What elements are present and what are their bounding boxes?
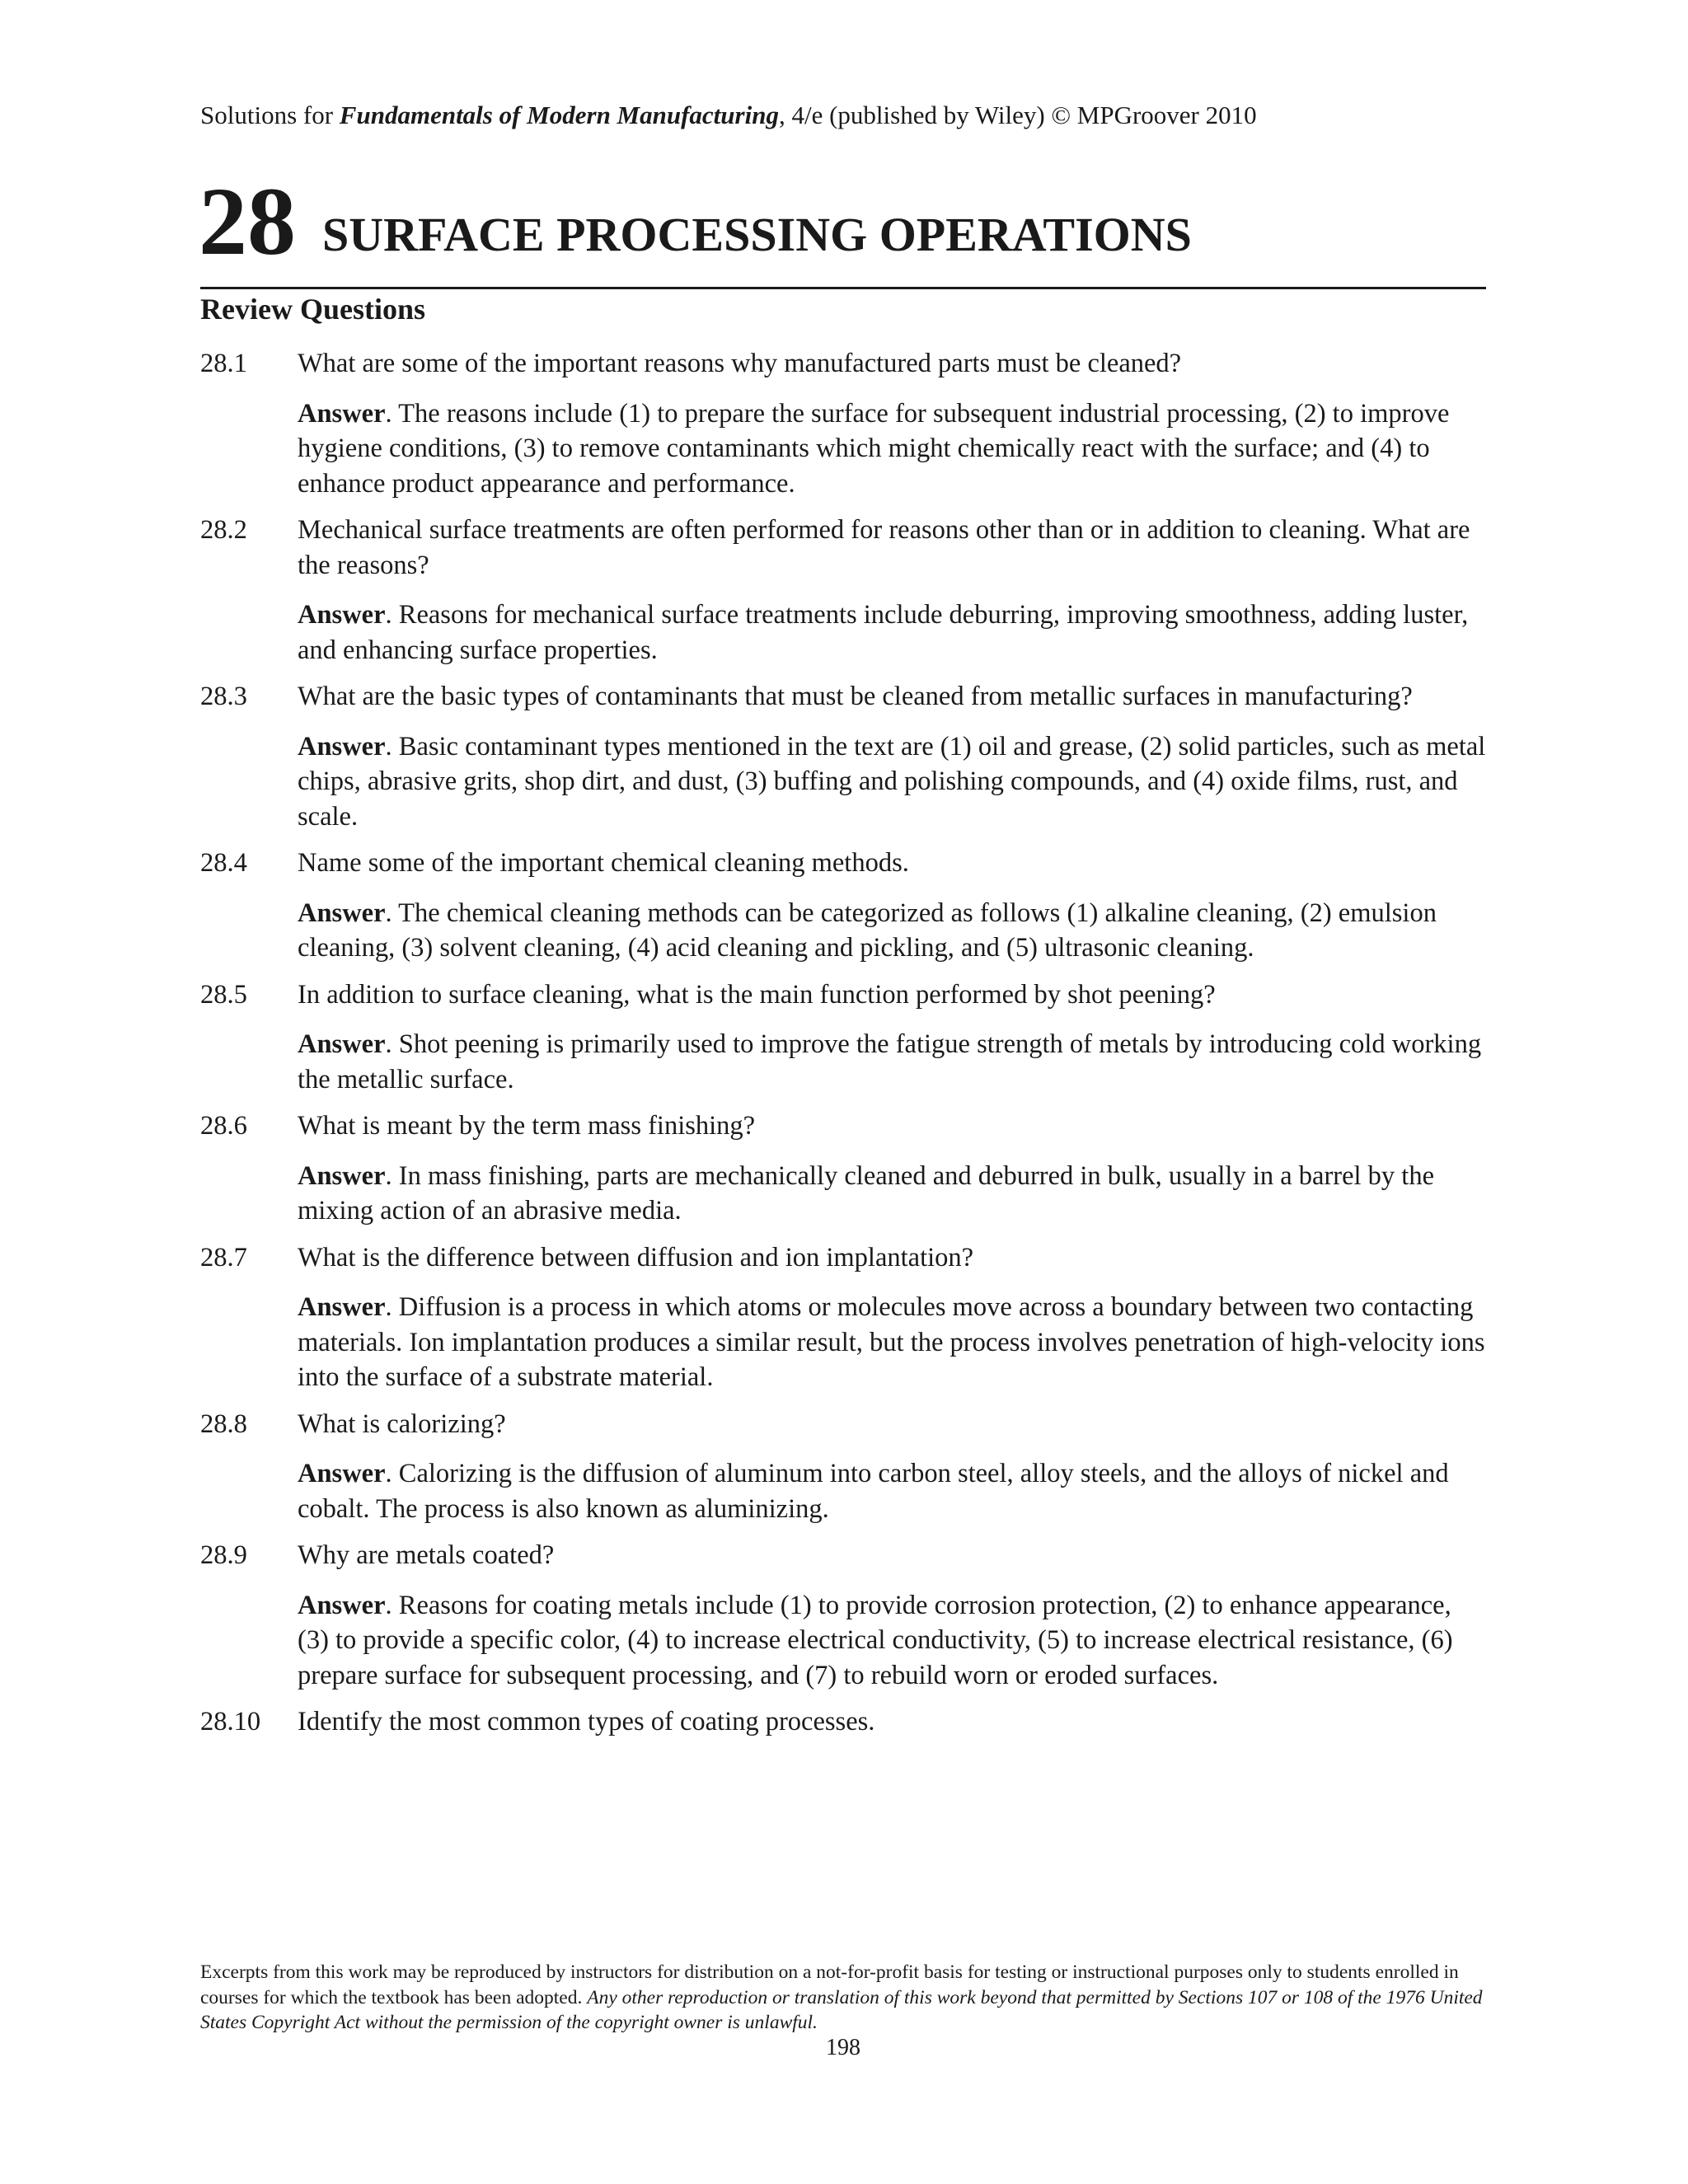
answer-text: . In mass finishing, parts are mechanically cleaned and deburred in bulk, usually in a barrel by the mixing action of an abrasive media.	[298, 1160, 1435, 1226]
answer-label: Answer	[298, 1590, 386, 1620]
section-heading: Review Questions	[200, 293, 425, 326]
book-title: Fundamentals of Modern Manufacturing	[339, 101, 779, 129]
answer-label: Answer	[298, 1160, 386, 1191]
question-number: 28.6	[200, 1111, 247, 1141]
answer-text: . The reasons include (1) to prepare the surface for subsequent industrial processing, (2) to improve hygiene conditions, (3) to remove contaminants which might chemically react with the surface; and (4) to enhance product appearance and performance.	[298, 398, 1450, 499]
answer-label: Answer	[298, 1292, 386, 1322]
copyright-footer	[200, 1960, 1486, 2036]
answer-text: . Diffusion is a process in which atoms or molecules move across a boundary between two contacting materials. Ion implantation produces a similar result, but the process involves penetration of high-velocity ions into the surface of a substrate material.	[298, 1292, 1485, 1392]
answer-text: . Reasons for mechanical surface treatments include deburring, improving smoothness, adding luster, and enhancing surface properties.	[298, 600, 1469, 665]
question-text: Identify the most common types of coating processes.	[298, 1707, 875, 1736]
question-text: What is meant by the term mass finishing?	[298, 1111, 756, 1141]
question-text: What are the basic types of contaminants that must be cleaned from metallic surfaces in manufacturing?	[298, 682, 1413, 711]
question-text: In addition to surface cleaning, what is the main function performed by shot peening?	[298, 979, 1216, 1010]
question-text: What is the difference between diffusion and ion implantation?	[298, 1242, 974, 1272]
answer-label: Answer	[298, 1029, 386, 1059]
question-number: 28.10	[200, 1707, 261, 1736]
chapter-heading	[199, 167, 1486, 289]
answer-block	[298, 896, 1486, 966]
document-page	[200, 0, 1486, 2184]
answer-text: . Basic contaminant types mentioned in the text are (1) oil and grease, (2) solid particles, such as metal chips, abrasive grits, shop dirt, and dust, (3) buffing and polishing compounds, and (4) oxide films, rust, and scale.	[298, 731, 1486, 832]
question-number: 28.4	[200, 848, 247, 878]
chapter-title: SURFACE PROCESSING OPERATIONS	[322, 208, 1192, 261]
question-text: What is calorizing?	[298, 1408, 506, 1439]
question-item	[200, 513, 1486, 668]
page-number: 198	[826, 2035, 860, 2060]
answer-block	[298, 396, 1486, 502]
question-item	[200, 679, 1486, 834]
question-text: What are some of the important reasons why manufactured parts must be cleaned?	[298, 349, 1182, 378]
chapter-number: 28	[199, 167, 296, 275]
answer-text: . Calorizing is the diffusion of aluminum into carbon steel, alloy steels, and the alloys of nickel and cobalt. The process is also known as aluminizing.	[298, 1459, 1449, 1524]
answer-text: . Reasons for coating metals include (1) to provide corrosion protection, (2) to enhance appearance, (3) to provide a specific color, (4) to increase electrical conductivity, (5) to increase electrical resistance, (6) prepare surface for subsequent processing, and (7) to rebuild worn or eroded surfaces.	[298, 1590, 1453, 1690]
question-number: 28.3	[200, 682, 247, 711]
answer-block	[298, 1456, 1486, 1526]
question-item	[200, 346, 1486, 501]
answer-label: Answer	[298, 731, 386, 762]
footer-plain-text: Excerpts from this work may be reproduced by instructors for distribution on a not-for-profit basis for testing or instructional purposes only to students enrolled in courses for which the textbook has been adopted.	[200, 1961, 1459, 2008]
answer-label: Answer	[298, 600, 386, 630]
question-text: Mechanical surface treatments are often performed for reasons other than or in addition to cleaning. What are the reasons?	[298, 515, 1470, 580]
answer-block	[298, 1588, 1486, 1694]
question-list	[200, 346, 1486, 1751]
answer-block	[298, 1159, 1486, 1229]
header-prefix: Solutions for	[200, 101, 340, 129]
answer-block	[298, 1027, 1486, 1097]
answer-text: . The chemical cleaning methods can be categorized as follows (1) alkaline cleaning, (2) emulsion cleaning, (3) solvent cleaning, (4) acid cleaning and pickling, and (5) ultrasonic cleaning.	[298, 898, 1437, 963]
answer-label: Answer	[298, 898, 386, 928]
header-suffix: , 4/e (published by Wiley) © MPGroover 2010	[778, 101, 1257, 129]
question-item	[200, 1704, 1486, 1740]
question-number: 28.5	[200, 979, 247, 1010]
answer-text: . Shot peening is primarily used to improve the fatigue strength of metals by introducing cold working the metallic surface.	[298, 1029, 1482, 1094]
answer-block	[298, 598, 1486, 668]
question-number: 28.1	[200, 349, 247, 378]
answer-label: Answer	[298, 1459, 386, 1488]
question-number: 28.7	[200, 1242, 247, 1272]
question-item	[200, 1108, 1486, 1229]
question-item	[200, 1538, 1486, 1693]
question-text: Name some of the important chemical cleaning methods.	[298, 848, 909, 878]
question-text: Why are metals coated?	[298, 1540, 555, 1570]
question-number: 28.8	[200, 1408, 247, 1439]
running-header	[200, 99, 1257, 132]
question-item	[200, 846, 1486, 966]
question-number: 28.2	[200, 515, 247, 545]
question-number: 28.9	[200, 1540, 247, 1570]
answer-label: Answer	[298, 398, 386, 429]
footer-italic-text: Any other reproduction or translation of this work beyond that permitted by Sections 107 or 108 of the 1976 United States Copyright Act without the permission of the copyright owner is unlawful.	[200, 1986, 1483, 2033]
question-item	[200, 1407, 1486, 1527]
answer-block	[298, 729, 1486, 835]
answer-block	[298, 1290, 1486, 1395]
question-item	[200, 977, 1486, 1098]
question-item	[200, 1240, 1486, 1395]
